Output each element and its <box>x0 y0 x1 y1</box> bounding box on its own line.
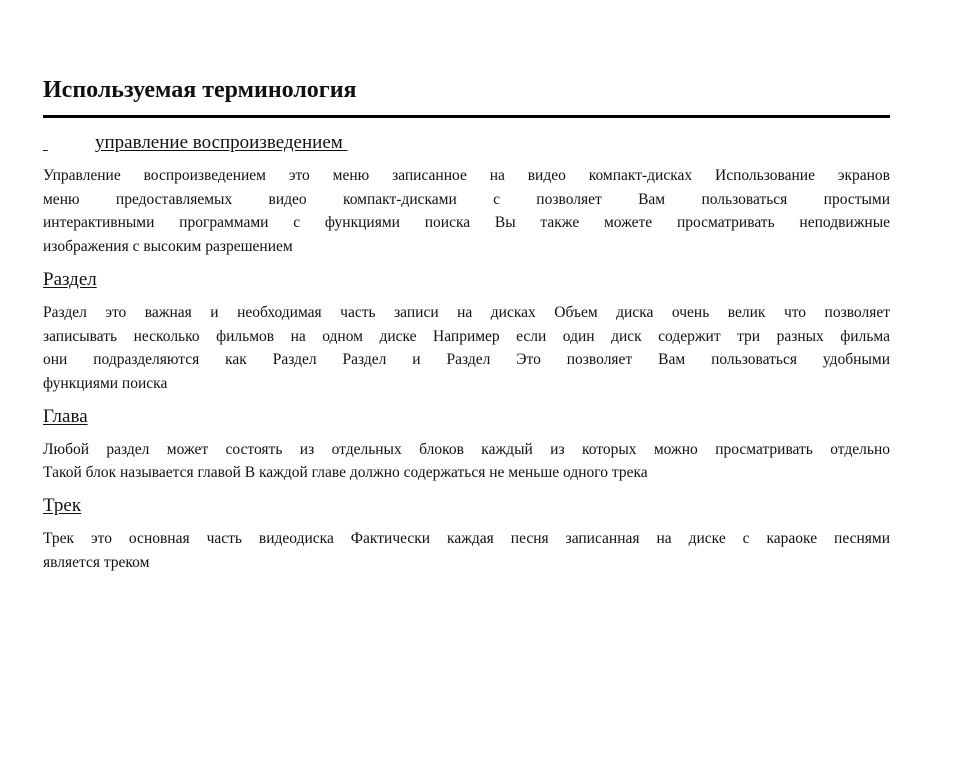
section-body <box>43 438 890 485</box>
section-title-unit <box>43 269 890 396</box>
text-line: Такой блок называется главой В каждой главе должно содержаться не меньше одного трека <box>43 464 648 482</box>
section-playback-control <box>43 132 890 259</box>
text-line: Любой раздел может состоять из отдельных блоков каждый из которых можно просматривать отдельно <box>43 440 890 458</box>
section-heading: Трек <box>43 495 82 517</box>
text-line: записывать несколько фильмов на одном диске Например если один диск содержит три разных фильма <box>43 327 890 345</box>
text-line: является треком <box>43 553 150 571</box>
section-body <box>43 301 890 396</box>
text-line: меню предоставляемых видео компакт-дисками с позволяет Вам пользоваться простыми <box>43 190 890 208</box>
text-line: Трек это основная часть видеодиска Фактически каждая песня записанная на диске с караоке песнями <box>43 530 890 548</box>
section-heading: управление воспроизведением <box>95 132 343 153</box>
text-line: изображения с высоким разрешением <box>43 238 293 256</box>
section-body <box>43 164 890 259</box>
title-divider <box>43 115 890 118</box>
page-title: Используемая терминология <box>43 77 357 103</box>
document-page <box>43 75 890 574</box>
section-heading: Глава <box>43 405 88 427</box>
section-body <box>43 527 890 574</box>
text-line: функциями поиска <box>43 374 168 392</box>
text-line: интерактивными программами с функциями поиска Вы также можете просматривать неподвижные <box>43 214 890 232</box>
text-line: они подразделяются как Раздел Раздел и Раздел Это позволяет Вам пользоваться удобными <box>43 351 890 369</box>
text-line: Управление воспроизведением это меню записанное на видео компакт-дисках Использование экранов <box>43 167 890 184</box>
section-heading: Раздел <box>43 268 97 290</box>
text-line: Раздел это важная и необходимая часть записи на дисках Объем диска очень велик что позволяет <box>43 303 890 321</box>
section-chapter <box>43 406 890 485</box>
section-track <box>43 495 890 574</box>
